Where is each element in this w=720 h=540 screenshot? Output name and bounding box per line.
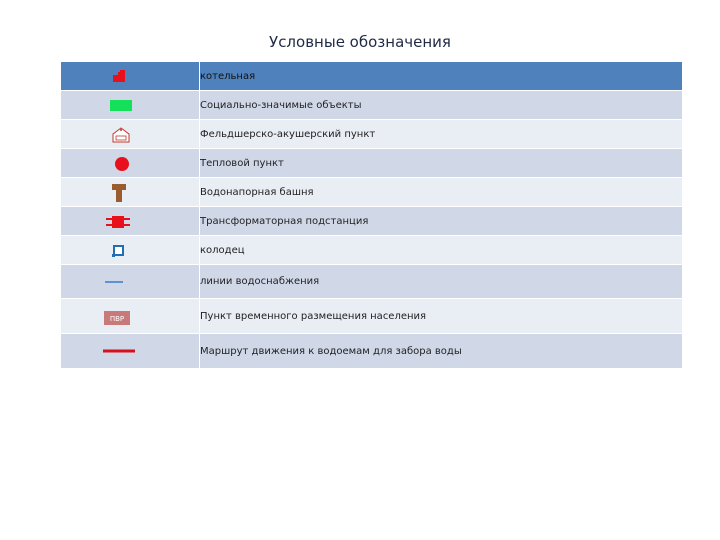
legend-row [61, 207, 683, 236]
legend-symbol-cell [61, 236, 200, 265]
legend-label: колодец [200, 244, 245, 256]
transformer-substation-icon [105, 215, 131, 229]
legend-symbol-cell [61, 299, 200, 334]
legend-symbol-cell [61, 149, 200, 178]
legend-label-cell [200, 207, 683, 236]
legend-symbol-cell [61, 334, 200, 369]
legend-label-cell [200, 265, 683, 299]
legend-symbol-cell [61, 207, 200, 236]
heat-point-icon [114, 156, 130, 172]
legend-label: линии водоснабжения [200, 276, 320, 287]
water-line-icon [105, 280, 125, 284]
legend-title: Условные обозначения [269, 33, 451, 51]
temporary-shelter-icon [103, 310, 131, 326]
legend-row [61, 62, 683, 91]
legend-row [61, 120, 683, 149]
well-icon [112, 244, 126, 258]
legend-symbol-cell [61, 91, 200, 120]
legend-label-cell [200, 149, 683, 178]
legend-row [61, 334, 683, 369]
legend-row [61, 236, 683, 265]
legend-label: Социально-значимые объекты [200, 99, 362, 111]
legend-label-cell [200, 120, 683, 149]
legend-symbol-cell [61, 265, 200, 299]
legend-row [61, 91, 683, 120]
legend-label-cell [200, 178, 683, 207]
legend-label: котельная [200, 70, 256, 82]
legend-label-cell [200, 62, 683, 91]
legend-label-cell [200, 299, 683, 334]
legend-label-cell [200, 91, 683, 120]
legend-label-cell [200, 236, 683, 265]
legend-row [61, 178, 683, 207]
legend-label: Фельдшерско-акушерский пункт [200, 128, 376, 140]
legend-symbol-cell [61, 120, 200, 149]
boiler-house-icon [112, 69, 126, 83]
temporary-shelter-badge: ПВР [109, 315, 125, 323]
route-line-icon [103, 348, 137, 354]
medical-station-icon [111, 126, 131, 144]
legend-table [60, 61, 683, 369]
legend-row [61, 265, 683, 299]
legend-label: Маршрут движения к водоемам для забора воды [200, 345, 462, 357]
water-tower-icon [111, 183, 127, 203]
legend-label: Пункт временного размещения населения [200, 310, 427, 322]
legend-label: Водонапорная башня [200, 186, 314, 198]
legend-label: Трансформаторная подстанция [200, 215, 369, 227]
legend-row [61, 299, 683, 334]
legend-label: Тепловой пункт [200, 157, 284, 169]
legend-symbol-cell [61, 178, 200, 207]
legend-symbol-cell [61, 62, 200, 91]
legend-row [61, 149, 683, 178]
social-object-icon [109, 99, 133, 112]
legend-label-cell [200, 334, 683, 369]
